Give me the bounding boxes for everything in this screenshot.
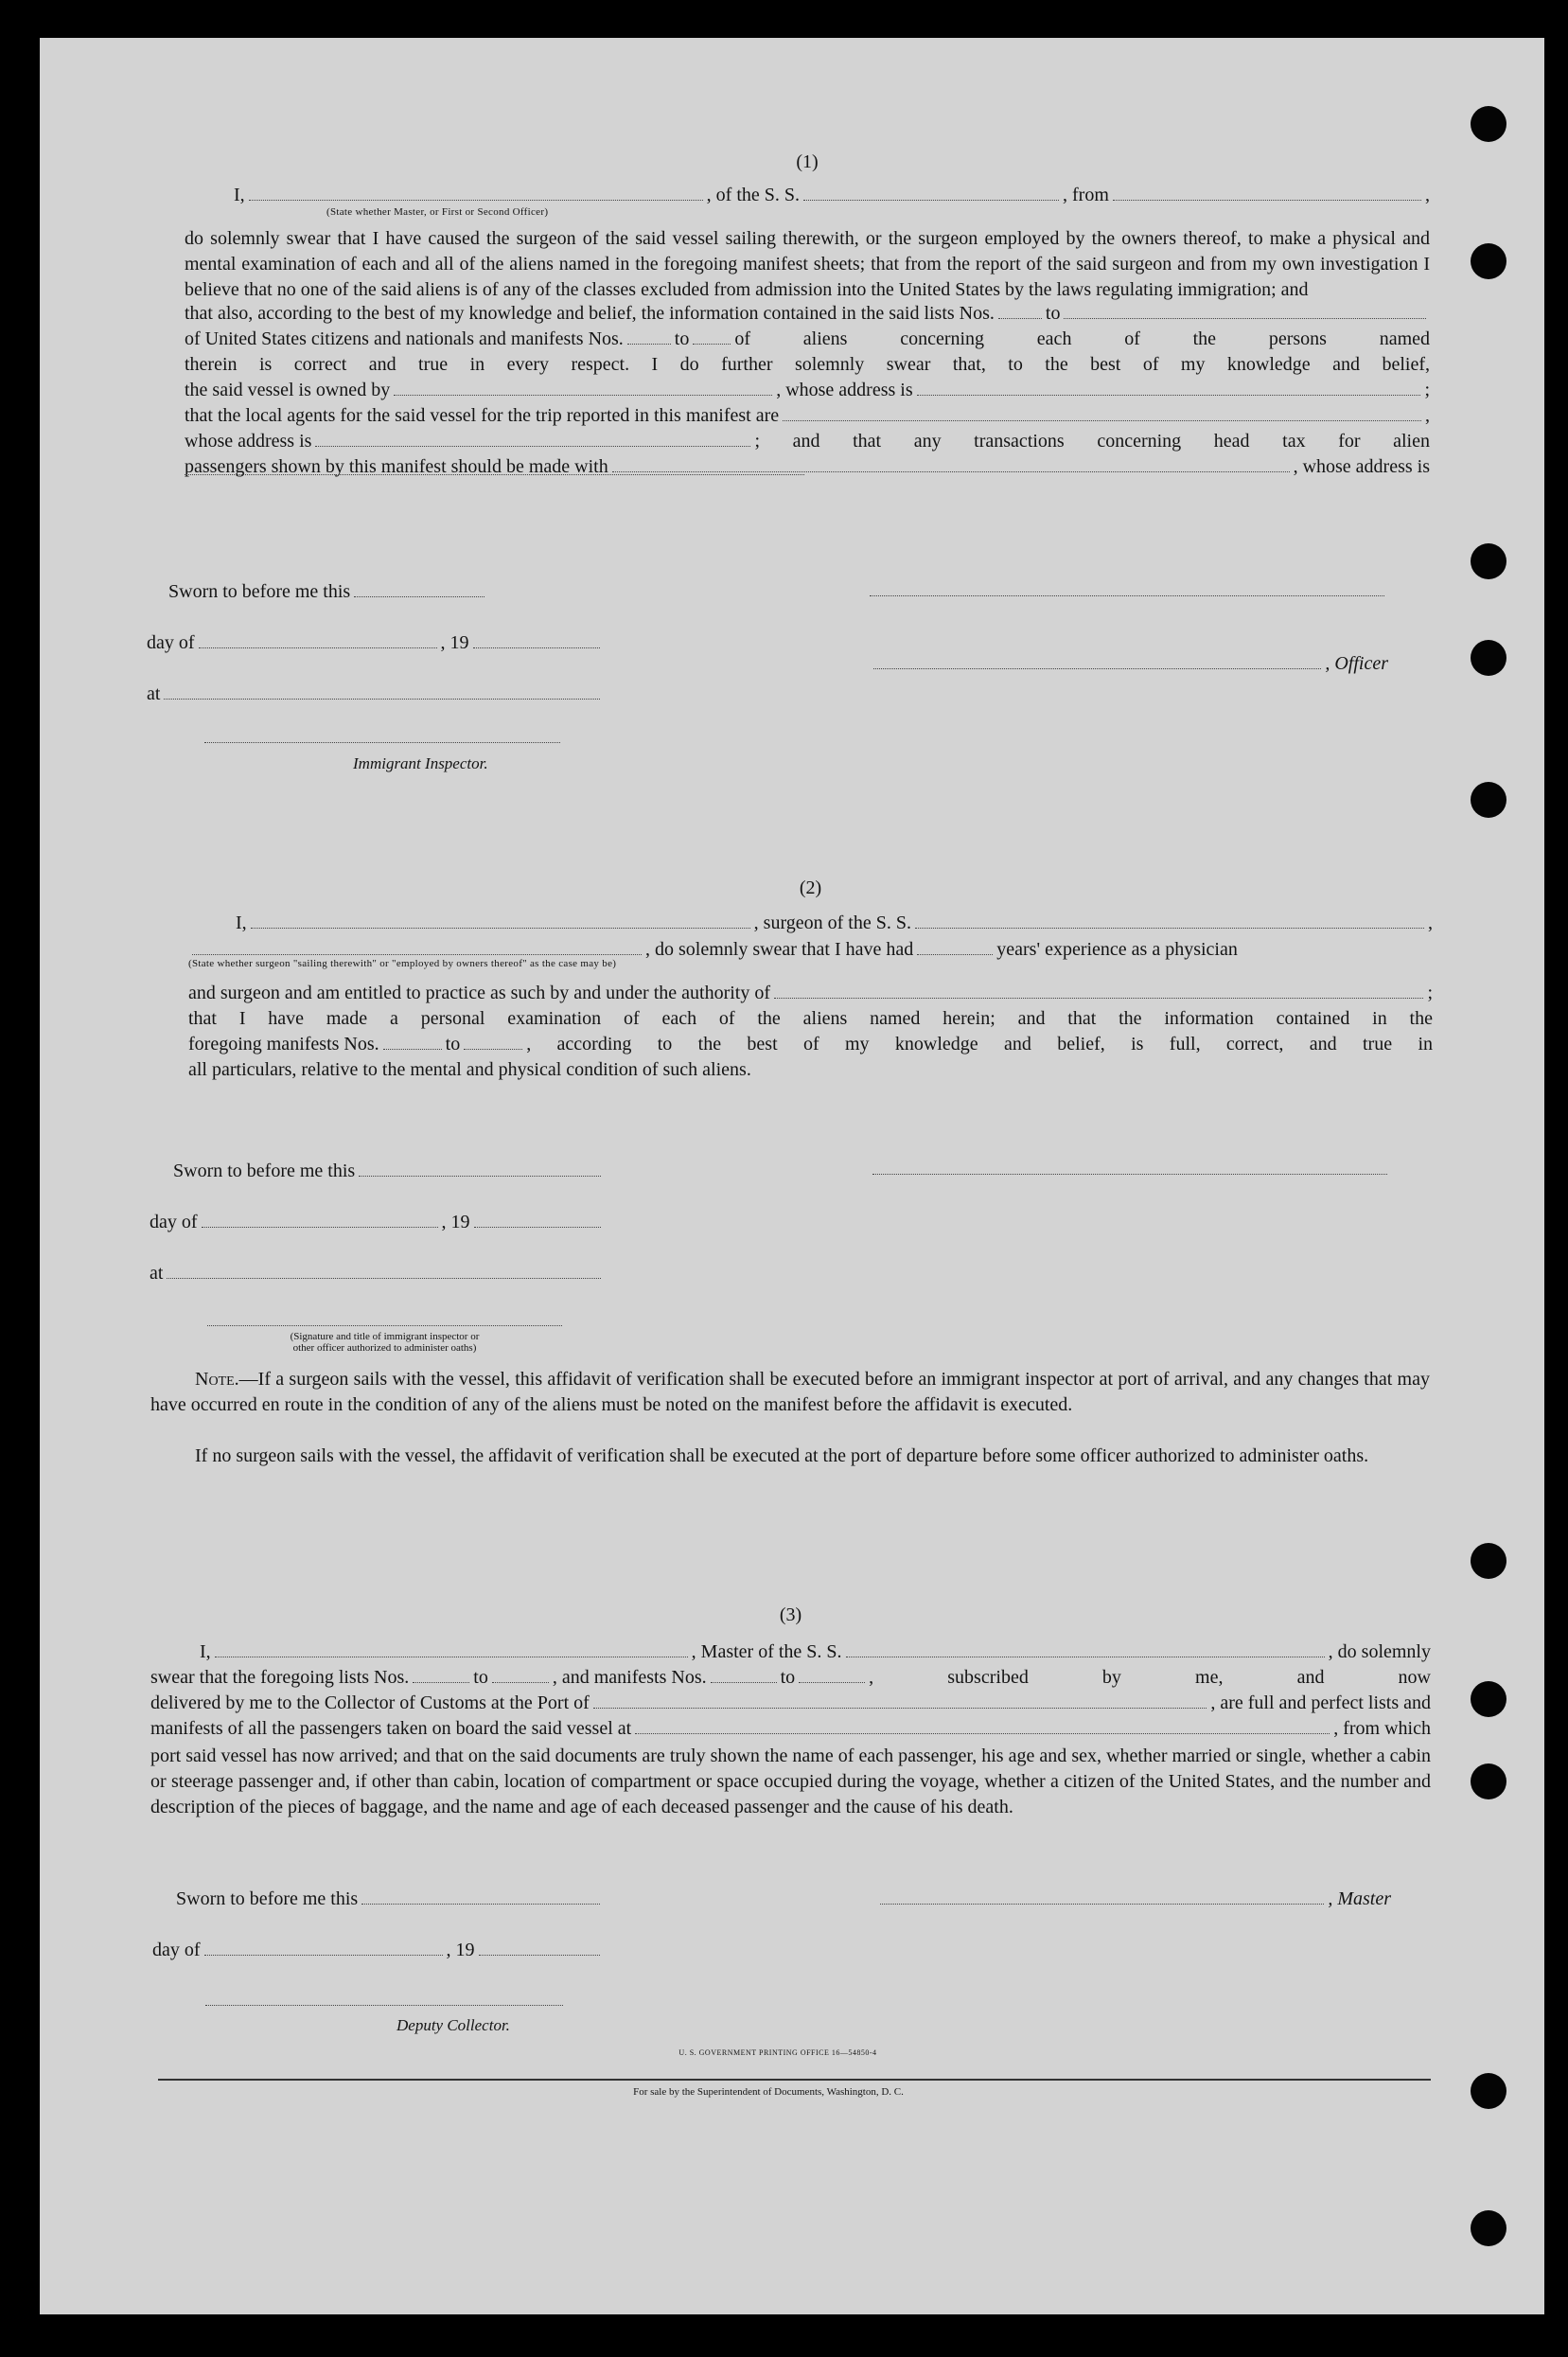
year-field[interactable] [474,1212,601,1228]
year-prefix: , 19 [440,632,469,653]
agents-field[interactable] [783,405,1421,421]
pronoun-text: I, [234,185,245,205]
punch-hole [1471,1763,1506,1799]
manifests-text: of United States citizens and nationals and manifests Nos. [185,328,624,349]
manifest-from-field[interactable] [711,1667,777,1683]
month-field[interactable] [202,1212,438,1228]
punch-hole [1471,1543,1506,1579]
authority-text: and surgeon and am entitled to practice as such by and under the authority of [188,983,770,1003]
master-ship-label: , Master of the S. S. [691,1641,842,1662]
sworn-text: Sworn to before me this [176,1888,359,1909]
manifest-from-field[interactable] [383,1034,442,1050]
list-to-field[interactable] [492,1667,549,1683]
agents-address-line [185,431,1430,456]
port-line [150,1692,1431,1718]
owner-address-field[interactable] [917,380,1421,396]
place-line [147,683,604,705]
owner-text: the said vessel is owned by [185,380,391,400]
swear-text: , do solemnly swear that I have had [645,939,914,960]
day-of-text: day of [150,1212,198,1232]
port-field[interactable] [593,1692,1207,1709]
punch-hole [1471,243,1506,279]
year-field[interactable] [473,632,600,648]
oath-paragraph: port said vessel has now arrived; and that on the said documents are truly shown the name of each passenger, his age and sex, whether married or single, whether a cabin or steerage passenger and, if other than cabin, location of compartment or space occupied during the voyage, whether a citizen of the United States, and the number and description of the pieces of baggage, and the name and age of each deceased passenger and the cause of his death. [150,1746,1431,1817]
collector-text: delivered by me to the Collector of Customs at the Port of [150,1692,590,1713]
note-text: —If a surgeon sails with the vessel, this affidavit of verification shall be executed before an immigrant inspector at port of arrival, and any changes that may have occurred en route in the condition of any of the aliens must be noted on the manifest before the affidavit is executed. [150,1369,1430,1415]
year-field[interactable] [479,1940,600,1956]
note-label: Note. [195,1369,239,1390]
punch-hole [1471,1681,1506,1717]
punch-hole [1471,640,1506,676]
agents-text: that the local agents for the said vessel for the trip reported in this manifest are [185,405,780,426]
address-text: , whose address is [1293,456,1430,477]
manifests-text: foregoing manifests Nos. [188,1034,379,1054]
section-2 [188,877,1433,1085]
manifest-to-field[interactable] [693,328,731,345]
officer-line [870,653,1388,675]
master-line [200,1641,1431,1667]
ship-label: , of the S. S. [706,185,801,205]
experience-line [188,939,1433,966]
manifest-to-field[interactable] [799,1667,865,1683]
manifest-from-field[interactable] [627,328,671,345]
agents-address-field[interactable] [315,431,750,447]
to-text: to [1045,303,1061,324]
to-text: to [473,1667,488,1688]
master-signature-line[interactable] [870,595,1384,596]
place-field[interactable] [164,683,600,700]
year-prefix: , 19 [441,1212,470,1232]
surgeon-ship-label: , surgeon of the S. S. [753,913,911,933]
signature-hint-line: other officer authorized to administer oaths) [292,1342,477,1354]
inspector-signature-line[interactable] [207,1325,562,1326]
from-label: , from [1063,185,1109,205]
list-to-field[interactable] [1064,303,1426,319]
at-text: at [147,683,161,704]
pronoun-text: I, [236,913,247,933]
printing-office-note: U. S. GOVERNMENT PRINTING OFFICE 16—54850-4 [678,2048,877,2057]
inspector-signature-line[interactable] [204,742,560,743]
embark-port-field[interactable] [635,1718,1330,1734]
day-of-text: day of [152,1940,201,1960]
officer-signature-field[interactable] [873,653,1321,669]
punch-hole [1471,543,1506,579]
date-line [150,1212,605,1233]
head-tax-address-field[interactable] [185,474,804,475]
field-hint: (State whether Master, or First or Second Officer) [326,206,549,218]
list-from-field[interactable] [413,1667,469,1683]
manifests-text: , and manifests Nos. [552,1667,707,1688]
master-title: , Master [1328,1888,1391,1909]
subscribed-text: , subscribed by me, and now [869,1667,1431,1688]
year-prefix: , 19 [446,1940,475,1960]
note-paragraph [150,1367,1430,1418]
sworn-day-field[interactable] [359,1161,601,1177]
surgeon-status-field[interactable] [192,939,642,955]
head-tax-line [185,456,1430,482]
list-from-field[interactable] [998,303,1042,319]
field-hint: (State whether surgeon "sailing therewith" or "employed by owners thereof" as the case may be) [188,958,617,969]
surgeon-name-field[interactable] [251,913,750,929]
section-1 [185,151,1430,495]
ship-name-field[interactable] [846,1641,1325,1657]
lists-line [185,303,1430,328]
collector-title: Deputy Collector. [396,2016,510,2034]
sworn-text: Sworn to before me this [173,1161,356,1181]
collector-signature-line[interactable] [205,2005,563,2006]
semicolon: ; [1424,380,1430,400]
day-of-text: day of [147,632,195,653]
manifest-to-field[interactable] [464,1034,522,1050]
month-field[interactable] [199,632,437,648]
pronoun-text: I, [200,1641,211,1662]
from-port-field[interactable] [1113,185,1421,201]
punch-hole [1471,2210,1506,2246]
section-number: (2) [799,877,822,898]
lists-text: swear that the foregoing lists Nos. [150,1667,410,1688]
lists-perfect-text: , are full and perfect lists and [1210,1692,1431,1713]
to-text: to [445,1034,461,1054]
years-field[interactable] [917,939,993,955]
officer-rank-field[interactable] [249,185,703,201]
authority-line [188,983,1433,1008]
embark-line [150,1718,1431,1744]
surgeon-line [236,913,1433,939]
solemnly-text: , do solemnly [1328,1641,1431,1662]
surgeon-signature-line[interactable] [872,1174,1387,1175]
section-number: (1) [796,151,819,172]
to-text: to [780,1667,796,1688]
punch-hole [1471,106,1506,142]
master-signature [876,1888,1391,1910]
sworn-line [173,1161,605,1182]
address-text: , whose address is [776,380,913,400]
manifests-line [185,328,1430,354]
semicolon: ; [1427,983,1433,1003]
examination-line: that I have made a personal examination of each of the aliens named herein; and that the information contained in the [188,1008,1433,1029]
section-number: (3) [779,1604,802,1625]
note-paragraph-2: If no surgeon sails with the vessel, the affidavit of verification shall be executed at the port of departure before some officer authorized to administer oaths. [195,1445,1369,1466]
address-text: whose address is [185,431,312,452]
signature-hint [207,1331,562,1354]
belief-text: , according to the best of my knowledge and belief, is full, correct, and true in [526,1034,1433,1054]
signature-hint-line: (Signature and title of immigrant inspector or [290,1331,480,1342]
sworn-text: Sworn to before me this [168,581,351,602]
place-field[interactable] [167,1263,601,1279]
comma: , [1425,185,1430,205]
master-signature-field[interactable] [880,1888,1324,1905]
to-text: to [674,328,690,349]
comma: , [1425,405,1430,426]
sworn-day-field[interactable] [354,581,484,597]
month-field[interactable] [204,1940,443,1956]
inspector-title: Immigrant Inspector. [353,754,488,772]
passengers-text: passengers shown by this manifest should be made with [185,456,608,477]
sale-note: For sale by the Superintendent of Documents, Washington, D. C. [633,2086,904,2098]
agents-line [185,405,1430,431]
section-3 [150,1604,1431,1820]
from-which-text: , from which [1333,1718,1431,1739]
punch-hole [1471,782,1506,818]
lists-text: that also, according to the best of my knowledge and belief, the information contained in the said lists Nos. [185,303,995,324]
owner-field[interactable] [394,380,772,396]
sworn-line [176,1888,604,1910]
experience-text: years' experience as a physician [996,939,1238,960]
officer-title: , Officer [1325,653,1388,674]
owner-line [185,380,1430,405]
sworn-line [168,581,604,603]
aliens-text: of aliens concerning each of the persons named [734,328,1430,349]
form-page [40,38,1544,2314]
punch-hole [1471,2073,1506,2109]
date-line [152,1940,604,1961]
authority-field[interactable] [774,983,1423,999]
manifests-line [188,1034,1433,1059]
ship-name-field[interactable] [915,913,1424,929]
footer-rule [158,2079,1431,2081]
date-line [147,632,604,654]
embark-text: manifests of all the passengers taken on board the said vessel at [150,1718,632,1739]
place-line [150,1263,605,1285]
therein-line: therein is correct and true in every respect. I do further solemnly swear that, to the best of my knowledge and belief, [185,354,1430,375]
at-text: at [150,1263,164,1284]
master-name-field[interactable] [215,1641,688,1657]
particulars-line: all particulars, relative to the mental and physical condition of such aliens. [188,1059,751,1080]
oath-paragraph: do solemnly swear that I have caused the surgeon of the said vessel sailing therewith, or the surgeon employed by the owners thereof, to make a physical and mental examination of each and all of the aliens named in the foregoing manifest sheets; that from the report of the said surgeon and from my own investigation I believe that no one of the said aliens is of any of the classes excluded from admission into the United States by the laws regulating immigration; and [185,228,1430,300]
comma: , [1428,913,1433,933]
sworn-day-field[interactable] [361,1888,600,1905]
ship-name-field[interactable] [803,185,1059,201]
head-tax-text: ; and that any transactions concerning head tax for alien [754,431,1430,452]
lists-line [150,1667,1431,1692]
head-tax-agent-field[interactable] [612,456,1290,472]
